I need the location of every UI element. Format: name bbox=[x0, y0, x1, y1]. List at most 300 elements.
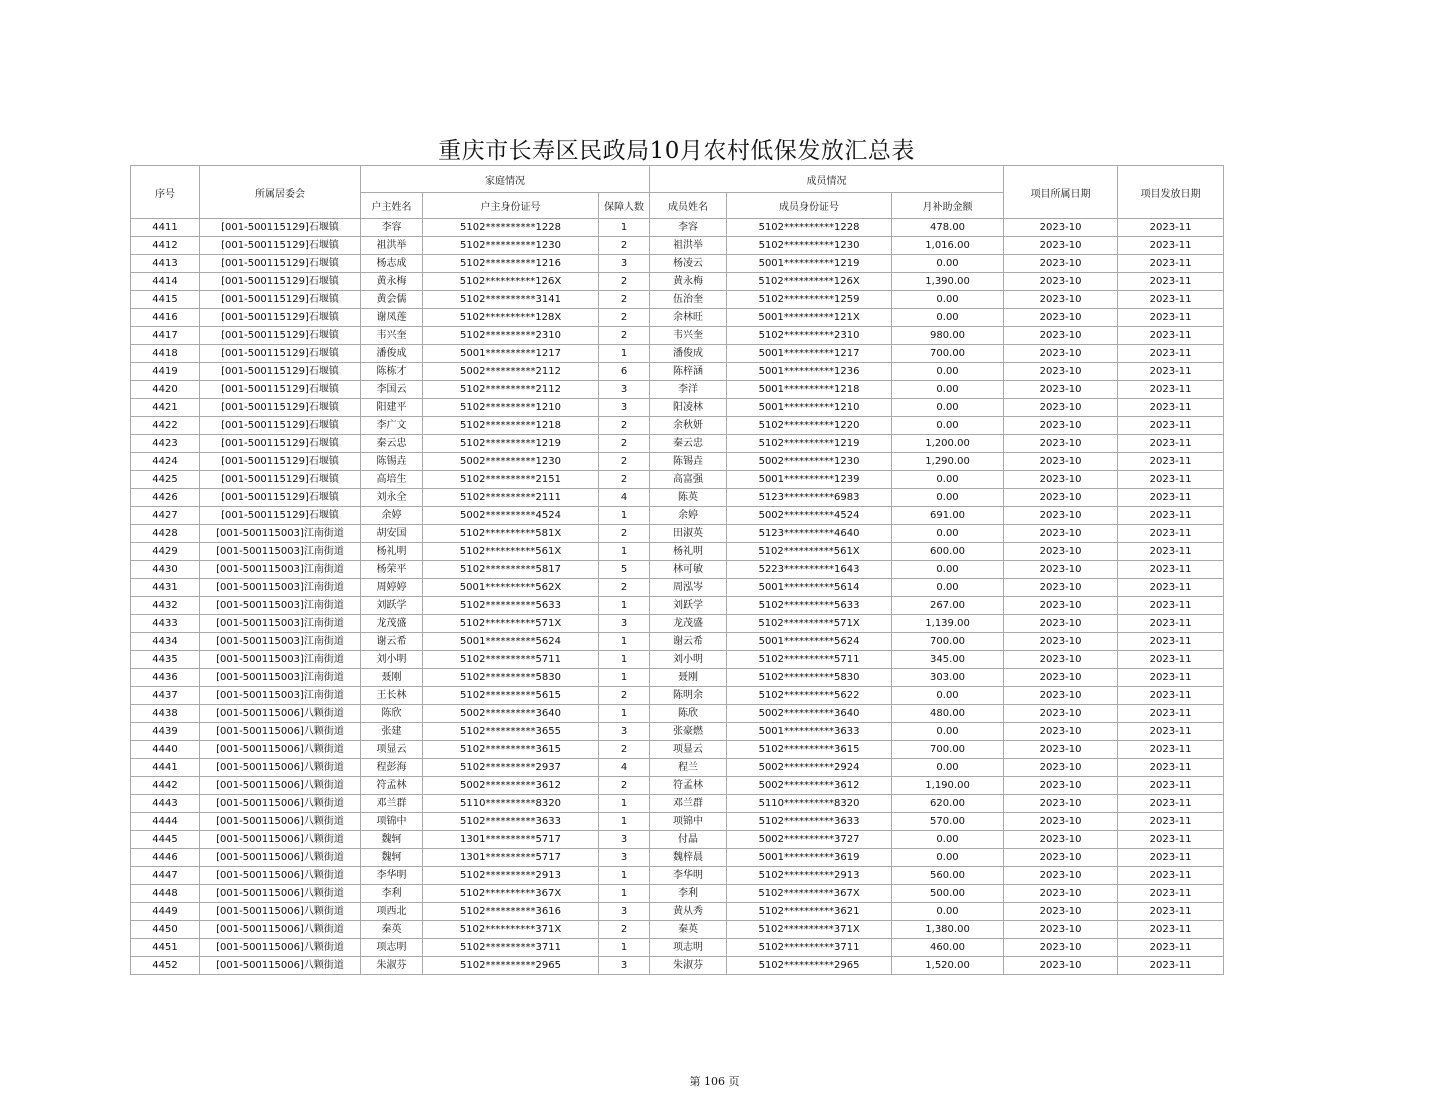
member-id-cell: 5001**********1210 bbox=[727, 399, 892, 417]
committee-cell: [001-500115006]八颗街道 bbox=[200, 741, 361, 759]
seq-cell: 4417 bbox=[131, 327, 200, 345]
table-row bbox=[131, 579, 1224, 597]
member-name-cell: 黄永梅 bbox=[650, 273, 727, 291]
issue-date-cell: 2023-11 bbox=[1118, 813, 1224, 831]
head-name-cell: 杨志成 bbox=[361, 255, 423, 273]
seq-cell: 4419 bbox=[131, 363, 200, 381]
member-id-cell: 5102**********3711 bbox=[727, 939, 892, 957]
table-row bbox=[131, 615, 1224, 633]
seq-cell: 4452 bbox=[131, 957, 200, 975]
head-id-cell: 5102**********2111 bbox=[423, 489, 599, 507]
head-name-cell: 潘俊成 bbox=[361, 345, 423, 363]
member-name-cell: 陈英 bbox=[650, 489, 727, 507]
committee-cell: [001-500115003]江南街道 bbox=[200, 633, 361, 651]
project-date-cell: 2023-10 bbox=[1004, 291, 1118, 309]
issue-date-cell: 2023-11 bbox=[1118, 831, 1224, 849]
head-id-cell: 5002**********1230 bbox=[423, 453, 599, 471]
head-name-cell: 周婷婷 bbox=[361, 579, 423, 597]
head-name-cell: 阳建平 bbox=[361, 399, 423, 417]
member-id-cell: 5102**********1228 bbox=[727, 219, 892, 237]
head-name-cell: 邓兰群 bbox=[361, 795, 423, 813]
page-title: 重庆市长寿区民政局10月农村低保发放汇总表 bbox=[438, 138, 915, 164]
project-date-cell: 2023-10 bbox=[1004, 723, 1118, 741]
table-row bbox=[131, 435, 1224, 453]
head-id-cell: 5002**********4524 bbox=[423, 507, 599, 525]
seq-cell: 4433 bbox=[131, 615, 200, 633]
amount-cell: 1,139.00 bbox=[892, 615, 1004, 633]
head-name-cell: 魏轲 bbox=[361, 849, 423, 867]
member-name-cell: 李利 bbox=[650, 885, 727, 903]
amount-cell: 600.00 bbox=[892, 543, 1004, 561]
committee-cell: [001-500115006]八颗街道 bbox=[200, 831, 361, 849]
amount-cell: 267.00 bbox=[892, 597, 1004, 615]
head-name-cell: 刘永全 bbox=[361, 489, 423, 507]
project-date-cell: 2023-10 bbox=[1004, 507, 1118, 525]
member-name-cell: 项志明 bbox=[650, 939, 727, 957]
issue-date-cell: 2023-11 bbox=[1118, 525, 1224, 543]
project-date-cell: 2023-10 bbox=[1004, 885, 1118, 903]
head-id-cell: 5102**********5830 bbox=[423, 669, 599, 687]
issue-date-cell: 2023-11 bbox=[1118, 219, 1224, 237]
header-head-name: 户主姓名 bbox=[361, 193, 423, 219]
member-id-cell: 5110**********8320 bbox=[727, 795, 892, 813]
member-id-cell: 5002**********2924 bbox=[727, 759, 892, 777]
seq-cell: 4431 bbox=[131, 579, 200, 597]
member-name-cell: 周泓岑 bbox=[650, 579, 727, 597]
table-row bbox=[131, 723, 1224, 741]
head-id-cell: 5102**********5633 bbox=[423, 597, 599, 615]
header-committee: 所属居委会 bbox=[200, 166, 361, 219]
seq-cell: 4437 bbox=[131, 687, 200, 705]
header-family: 家庭情况 bbox=[361, 166, 650, 193]
head-id-cell: 1301**********5717 bbox=[423, 849, 599, 867]
count-cell: 2 bbox=[599, 327, 650, 345]
issue-date-cell: 2023-11 bbox=[1118, 345, 1224, 363]
project-date-cell: 2023-10 bbox=[1004, 561, 1118, 579]
member-name-cell: 祖洪举 bbox=[650, 237, 727, 255]
committee-cell: [001-500115003]江南街道 bbox=[200, 543, 361, 561]
table-row bbox=[131, 813, 1224, 831]
amount-cell: 0.00 bbox=[892, 255, 1004, 273]
project-date-cell: 2023-10 bbox=[1004, 453, 1118, 471]
member-name-cell: 秦云忠 bbox=[650, 435, 727, 453]
seq-cell: 4435 bbox=[131, 651, 200, 669]
project-date-cell: 2023-10 bbox=[1004, 669, 1118, 687]
member-name-cell: 龙茂盛 bbox=[650, 615, 727, 633]
head-id-cell: 5102**********128X bbox=[423, 309, 599, 327]
head-id-cell: 5102**********3711 bbox=[423, 939, 599, 957]
count-cell: 1 bbox=[599, 939, 650, 957]
head-id-cell: 5102**********5615 bbox=[423, 687, 599, 705]
count-cell: 2 bbox=[599, 309, 650, 327]
header-member: 成员情况 bbox=[650, 166, 1004, 193]
issue-date-cell: 2023-11 bbox=[1118, 669, 1224, 687]
head-id-cell: 5102**********3141 bbox=[423, 291, 599, 309]
project-date-cell: 2023-10 bbox=[1004, 849, 1118, 867]
member-name-cell: 余林旺 bbox=[650, 309, 727, 327]
amount-cell: 0.00 bbox=[892, 471, 1004, 489]
table-row bbox=[131, 489, 1224, 507]
member-id-cell: 5102**********3621 bbox=[727, 903, 892, 921]
table-row bbox=[131, 903, 1224, 921]
committee-cell: [001-500115129]石堰镇 bbox=[200, 399, 361, 417]
member-id-cell: 5102**********561X bbox=[727, 543, 892, 561]
count-cell: 2 bbox=[599, 777, 650, 795]
member-id-cell: 5102**********5633 bbox=[727, 597, 892, 615]
issue-date-cell: 2023-11 bbox=[1118, 867, 1224, 885]
seq-cell: 4427 bbox=[131, 507, 200, 525]
header-amount: 月补助金额 bbox=[892, 193, 1004, 219]
seq-cell: 4446 bbox=[131, 849, 200, 867]
table-row bbox=[131, 327, 1224, 345]
table-row bbox=[131, 957, 1224, 975]
seq-cell: 4420 bbox=[131, 381, 200, 399]
project-date-cell: 2023-10 bbox=[1004, 831, 1118, 849]
project-date-cell: 2023-10 bbox=[1004, 597, 1118, 615]
committee-cell: [001-500115006]八颗街道 bbox=[200, 795, 361, 813]
head-name-cell: 魏轲 bbox=[361, 831, 423, 849]
header-member-name: 成员姓名 bbox=[650, 193, 727, 219]
count-cell: 2 bbox=[599, 453, 650, 471]
head-id-cell: 5102**********2913 bbox=[423, 867, 599, 885]
committee-cell: [001-500115006]八颗街道 bbox=[200, 759, 361, 777]
project-date-cell: 2023-10 bbox=[1004, 435, 1118, 453]
project-date-cell: 2023-10 bbox=[1004, 237, 1118, 255]
seq-cell: 4425 bbox=[131, 471, 200, 489]
head-name-cell: 余婷 bbox=[361, 507, 423, 525]
member-id-cell: 5102**********1219 bbox=[727, 435, 892, 453]
member-name-cell: 程兰 bbox=[650, 759, 727, 777]
head-id-cell: 5001**********5624 bbox=[423, 633, 599, 651]
committee-cell: [001-500115006]八颗街道 bbox=[200, 849, 361, 867]
project-date-cell: 2023-10 bbox=[1004, 327, 1118, 345]
head-id-cell: 5102**********3615 bbox=[423, 741, 599, 759]
member-id-cell: 5001**********3633 bbox=[727, 723, 892, 741]
member-name-cell: 付晶 bbox=[650, 831, 727, 849]
member-id-cell: 5001**********1236 bbox=[727, 363, 892, 381]
seq-cell: 4434 bbox=[131, 633, 200, 651]
committee-cell: [001-500115006]八颗街道 bbox=[200, 903, 361, 921]
committee-cell: [001-500115129]石堰镇 bbox=[200, 273, 361, 291]
head-name-cell: 谢云希 bbox=[361, 633, 423, 651]
project-date-cell: 2023-10 bbox=[1004, 417, 1118, 435]
issue-date-cell: 2023-11 bbox=[1118, 507, 1224, 525]
project-date-cell: 2023-10 bbox=[1004, 687, 1118, 705]
header-issue-date: 项目发放日期 bbox=[1118, 166, 1224, 219]
member-name-cell: 聂刚 bbox=[650, 669, 727, 687]
table-row bbox=[131, 687, 1224, 705]
member-id-cell: 5102**********367X bbox=[727, 885, 892, 903]
member-name-cell: 阳凌林 bbox=[650, 399, 727, 417]
head-name-cell: 黄永梅 bbox=[361, 273, 423, 291]
committee-cell: [001-500115129]石堰镇 bbox=[200, 309, 361, 327]
seq-cell: 4442 bbox=[131, 777, 200, 795]
head-name-cell: 王长林 bbox=[361, 687, 423, 705]
head-id-cell: 5102**********367X bbox=[423, 885, 599, 903]
head-name-cell: 李容 bbox=[361, 219, 423, 237]
issue-date-cell: 2023-11 bbox=[1118, 453, 1224, 471]
count-cell: 3 bbox=[599, 255, 650, 273]
member-id-cell: 5102**********571X bbox=[727, 615, 892, 633]
seq-cell: 4443 bbox=[131, 795, 200, 813]
count-cell: 1 bbox=[599, 543, 650, 561]
member-id-cell: 5002**********3727 bbox=[727, 831, 892, 849]
amount-cell: 0.00 bbox=[892, 399, 1004, 417]
issue-date-cell: 2023-11 bbox=[1118, 723, 1224, 741]
member-name-cell: 黄从秀 bbox=[650, 903, 727, 921]
member-id-cell: 5102**********3633 bbox=[727, 813, 892, 831]
amount-cell: 1,290.00 bbox=[892, 453, 1004, 471]
head-id-cell: 1301**********5717 bbox=[423, 831, 599, 849]
table-row bbox=[131, 561, 1224, 579]
head-id-cell: 5001**********1217 bbox=[423, 345, 599, 363]
table-row bbox=[131, 867, 1224, 885]
member-name-cell: 刘小明 bbox=[650, 651, 727, 669]
amount-cell: 700.00 bbox=[892, 345, 1004, 363]
committee-cell: [001-500115003]江南街道 bbox=[200, 615, 361, 633]
committee-cell: [001-500115003]江南街道 bbox=[200, 669, 361, 687]
issue-date-cell: 2023-11 bbox=[1118, 237, 1224, 255]
issue-date-cell: 2023-11 bbox=[1118, 381, 1224, 399]
amount-cell: 0.00 bbox=[892, 489, 1004, 507]
member-id-cell: 5001**********121X bbox=[727, 309, 892, 327]
member-id-cell: 5002**********1230 bbox=[727, 453, 892, 471]
seq-cell: 4444 bbox=[131, 813, 200, 831]
project-date-cell: 2023-10 bbox=[1004, 381, 1118, 399]
committee-cell: [001-500115129]石堰镇 bbox=[200, 417, 361, 435]
member-id-cell: 5102**********5711 bbox=[727, 651, 892, 669]
project-date-cell: 2023-10 bbox=[1004, 921, 1118, 939]
count-cell: 1 bbox=[599, 867, 650, 885]
committee-cell: [001-500115003]江南街道 bbox=[200, 561, 361, 579]
committee-cell: [001-500115006]八颗街道 bbox=[200, 885, 361, 903]
count-cell: 2 bbox=[599, 525, 650, 543]
member-name-cell: 韦兴奎 bbox=[650, 327, 727, 345]
member-id-cell: 5001**********1217 bbox=[727, 345, 892, 363]
member-name-cell: 伍治奎 bbox=[650, 291, 727, 309]
seq-cell: 4423 bbox=[131, 435, 200, 453]
amount-cell: 303.00 bbox=[892, 669, 1004, 687]
head-name-cell: 程彭海 bbox=[361, 759, 423, 777]
amount-cell: 0.00 bbox=[892, 381, 1004, 399]
head-id-cell: 5102**********1218 bbox=[423, 417, 599, 435]
member-name-cell: 高富强 bbox=[650, 471, 727, 489]
table-row bbox=[131, 543, 1224, 561]
seq-cell: 4447 bbox=[131, 867, 200, 885]
table-row bbox=[131, 597, 1224, 615]
issue-date-cell: 2023-11 bbox=[1118, 255, 1224, 273]
amount-cell: 0.00 bbox=[892, 723, 1004, 741]
head-name-cell: 谢凤莲 bbox=[361, 309, 423, 327]
head-id-cell: 5110**********8320 bbox=[423, 795, 599, 813]
count-cell: 2 bbox=[599, 741, 650, 759]
project-date-cell: 2023-10 bbox=[1004, 363, 1118, 381]
count-cell: 3 bbox=[599, 903, 650, 921]
committee-cell: [001-500115129]石堰镇 bbox=[200, 219, 361, 237]
member-name-cell: 项显云 bbox=[650, 741, 727, 759]
issue-date-cell: 2023-11 bbox=[1118, 471, 1224, 489]
count-cell: 2 bbox=[599, 273, 650, 291]
table-row bbox=[131, 831, 1224, 849]
issue-date-cell: 2023-11 bbox=[1118, 561, 1224, 579]
seq-cell: 4411 bbox=[131, 219, 200, 237]
head-name-cell: 李华明 bbox=[361, 867, 423, 885]
project-date-cell: 2023-10 bbox=[1004, 399, 1118, 417]
count-cell: 2 bbox=[599, 921, 650, 939]
amount-cell: 691.00 bbox=[892, 507, 1004, 525]
head-name-cell: 项西北 bbox=[361, 903, 423, 921]
amount-cell: 0.00 bbox=[892, 561, 1004, 579]
head-name-cell: 杨礼明 bbox=[361, 543, 423, 561]
committee-cell: [001-500115003]江南街道 bbox=[200, 651, 361, 669]
header-count: 保障人数 bbox=[599, 193, 650, 219]
count-cell: 1 bbox=[599, 597, 650, 615]
amount-cell: 0.00 bbox=[892, 903, 1004, 921]
member-id-cell: 5102**********1259 bbox=[727, 291, 892, 309]
member-name-cell: 杨凌云 bbox=[650, 255, 727, 273]
table-row bbox=[131, 849, 1224, 867]
issue-date-cell: 2023-11 bbox=[1118, 903, 1224, 921]
seq-cell: 4448 bbox=[131, 885, 200, 903]
table-row bbox=[131, 345, 1224, 363]
count-cell: 2 bbox=[599, 237, 650, 255]
head-name-cell: 李国云 bbox=[361, 381, 423, 399]
committee-cell: [001-500115006]八颗街道 bbox=[200, 867, 361, 885]
member-name-cell: 潘俊成 bbox=[650, 345, 727, 363]
head-name-cell: 龙茂盛 bbox=[361, 615, 423, 633]
committee-cell: [001-500115006]八颗街道 bbox=[200, 813, 361, 831]
amount-cell: 570.00 bbox=[892, 813, 1004, 831]
member-name-cell: 李容 bbox=[650, 219, 727, 237]
seq-cell: 4439 bbox=[131, 723, 200, 741]
issue-date-cell: 2023-11 bbox=[1118, 633, 1224, 651]
head-id-cell: 5102**********126X bbox=[423, 273, 599, 291]
amount-cell: 0.00 bbox=[892, 525, 1004, 543]
project-date-cell: 2023-10 bbox=[1004, 273, 1118, 291]
page-number: 第 106 页 bbox=[689, 1075, 740, 1088]
head-name-cell: 高培生 bbox=[361, 471, 423, 489]
head-name-cell: 秦英 bbox=[361, 921, 423, 939]
table-row bbox=[131, 939, 1224, 957]
member-id-cell: 5102**********126X bbox=[727, 273, 892, 291]
count-cell: 3 bbox=[599, 615, 650, 633]
count-cell: 2 bbox=[599, 579, 650, 597]
head-name-cell: 朱淑芬 bbox=[361, 957, 423, 975]
head-id-cell: 5102**********2112 bbox=[423, 381, 599, 399]
head-name-cell: 项显云 bbox=[361, 741, 423, 759]
issue-date-cell: 2023-11 bbox=[1118, 309, 1224, 327]
head-id-cell: 5102**********3655 bbox=[423, 723, 599, 741]
head-id-cell: 5102**********1230 bbox=[423, 237, 599, 255]
header-member-id: 成员身份证号 bbox=[727, 193, 892, 219]
table-row bbox=[131, 759, 1224, 777]
count-cell: 2 bbox=[599, 291, 650, 309]
committee-cell: [001-500115003]江南街道 bbox=[200, 597, 361, 615]
table-row bbox=[131, 651, 1224, 669]
head-name-cell: 刘小明 bbox=[361, 651, 423, 669]
count-cell: 3 bbox=[599, 831, 650, 849]
head-name-cell: 祖洪举 bbox=[361, 237, 423, 255]
committee-cell: [001-500115129]石堰镇 bbox=[200, 327, 361, 345]
issue-date-cell: 2023-11 bbox=[1118, 597, 1224, 615]
issue-date-cell: 2023-11 bbox=[1118, 795, 1224, 813]
member-name-cell: 李洋 bbox=[650, 381, 727, 399]
issue-date-cell: 2023-11 bbox=[1118, 921, 1224, 939]
count-cell: 3 bbox=[599, 399, 650, 417]
seq-cell: 4428 bbox=[131, 525, 200, 543]
committee-cell: [001-500115003]江南街道 bbox=[200, 687, 361, 705]
amount-cell: 0.00 bbox=[892, 309, 1004, 327]
table-row bbox=[131, 417, 1224, 435]
amount-cell: 500.00 bbox=[892, 885, 1004, 903]
committee-cell: [001-500115006]八颗街道 bbox=[200, 777, 361, 795]
seq-cell: 4422 bbox=[131, 417, 200, 435]
member-id-cell: 5102**********1230 bbox=[727, 237, 892, 255]
issue-date-cell: 2023-11 bbox=[1118, 363, 1224, 381]
member-name-cell: 李华明 bbox=[650, 867, 727, 885]
seq-cell: 4418 bbox=[131, 345, 200, 363]
project-date-cell: 2023-10 bbox=[1004, 651, 1118, 669]
head-name-cell: 聂刚 bbox=[361, 669, 423, 687]
head-id-cell: 5102**********5711 bbox=[423, 651, 599, 669]
project-date-cell: 2023-10 bbox=[1004, 939, 1118, 957]
table-row bbox=[131, 381, 1224, 399]
project-date-cell: 2023-10 bbox=[1004, 633, 1118, 651]
committee-cell: [001-500115129]石堰镇 bbox=[200, 291, 361, 309]
committee-cell: [001-500115129]石堰镇 bbox=[200, 435, 361, 453]
member-id-cell: 5001**********1219 bbox=[727, 255, 892, 273]
seq-cell: 4414 bbox=[131, 273, 200, 291]
amount-cell: 0.00 bbox=[892, 687, 1004, 705]
head-name-cell: 陈栋才 bbox=[361, 363, 423, 381]
seq-cell: 4451 bbox=[131, 939, 200, 957]
head-id-cell: 5102**********371X bbox=[423, 921, 599, 939]
project-date-cell: 2023-10 bbox=[1004, 705, 1118, 723]
amount-cell: 345.00 bbox=[892, 651, 1004, 669]
head-name-cell: 李利 bbox=[361, 885, 423, 903]
member-name-cell: 余婷 bbox=[650, 507, 727, 525]
amount-cell: 1,200.00 bbox=[892, 435, 1004, 453]
amount-cell: 1,520.00 bbox=[892, 957, 1004, 975]
head-id-cell: 5102**********5817 bbox=[423, 561, 599, 579]
committee-cell: [001-500115006]八颗街道 bbox=[200, 939, 361, 957]
issue-date-cell: 2023-11 bbox=[1118, 759, 1224, 777]
committee-cell: [001-500115006]八颗街道 bbox=[200, 957, 361, 975]
project-date-cell: 2023-10 bbox=[1004, 219, 1118, 237]
member-id-cell: 5123**********6983 bbox=[727, 489, 892, 507]
project-date-cell: 2023-10 bbox=[1004, 345, 1118, 363]
amount-cell: 0.00 bbox=[892, 849, 1004, 867]
project-date-cell: 2023-10 bbox=[1004, 759, 1118, 777]
table-row bbox=[131, 399, 1224, 417]
issue-date-cell: 2023-11 bbox=[1118, 957, 1224, 975]
member-id-cell: 5002**********3640 bbox=[727, 705, 892, 723]
seq-cell: 4449 bbox=[131, 903, 200, 921]
issue-date-cell: 2023-11 bbox=[1118, 489, 1224, 507]
count-cell: 2 bbox=[599, 435, 650, 453]
count-cell: 1 bbox=[599, 345, 650, 363]
amount-cell: 700.00 bbox=[892, 741, 1004, 759]
issue-date-cell: 2023-11 bbox=[1118, 291, 1224, 309]
project-date-cell: 2023-10 bbox=[1004, 471, 1118, 489]
project-date-cell: 2023-10 bbox=[1004, 795, 1118, 813]
issue-date-cell: 2023-11 bbox=[1118, 939, 1224, 957]
member-id-cell: 5002**********4524 bbox=[727, 507, 892, 525]
count-cell: 3 bbox=[599, 957, 650, 975]
issue-date-cell: 2023-11 bbox=[1118, 687, 1224, 705]
member-id-cell: 5001**********5624 bbox=[727, 633, 892, 651]
issue-date-cell: 2023-11 bbox=[1118, 579, 1224, 597]
